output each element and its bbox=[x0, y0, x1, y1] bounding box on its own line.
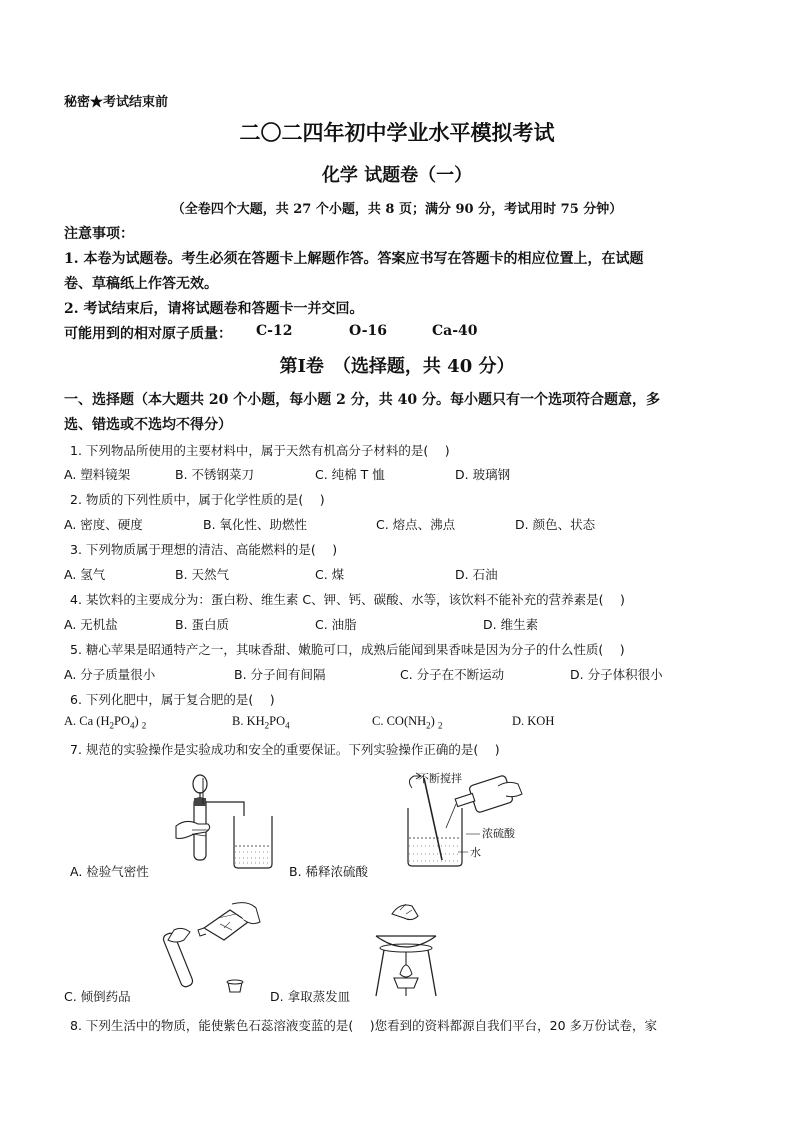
q6-option-b[interactable]: B. $KH_2PO_4$ bbox=[232, 714, 290, 731]
q7-option-a[interactable]: A. 检验气密性 bbox=[70, 864, 149, 879]
part1-title: 第Ⅰ卷 （选择题，共 40 分） bbox=[279, 356, 515, 377]
notes-heading: 注意事项： bbox=[64, 226, 134, 242]
label-keep-stirring: 不断搅拌 bbox=[418, 772, 462, 785]
q5-option-d[interactable]: D. 分子体积很小 bbox=[570, 667, 663, 682]
label-water: 水 bbox=[470, 846, 481, 859]
figure-b-dilution bbox=[398, 770, 548, 870]
q1-option-a[interactable]: A. 塑料镜架 bbox=[64, 467, 131, 482]
label-conc-acid: 浓硫酸 bbox=[482, 827, 515, 840]
question-1-stem: 1. 下列物品所使用的主要材料中，属于天然有机高分子材料的是( ) bbox=[70, 443, 450, 458]
q5-option-b[interactable]: B. 分子间有间隔 bbox=[234, 667, 326, 682]
q7-option-d[interactable]: D. 拿取蒸发皿 bbox=[270, 989, 351, 1004]
note-1b: 卷、草稿纸上作答无效。 bbox=[64, 276, 218, 292]
q5-option-a[interactable]: A. 分子质量很小 bbox=[64, 667, 156, 682]
q2-option-b[interactable]: B. 氧化性、助燃性 bbox=[203, 517, 308, 532]
atomic-mass-label: 可能用到的相对原子质量： bbox=[64, 326, 232, 342]
exam-title: 二〇二四年初中学业水平模拟考试 bbox=[239, 120, 555, 145]
q3-option-a[interactable]: A. 氢气 bbox=[64, 567, 106, 582]
question-2-stem: 2. 物质的下列性质中，属于化学性质的是( ) bbox=[70, 492, 325, 507]
q3-option-c[interactable]: C. 煤 bbox=[315, 567, 345, 582]
q7-option-c[interactable]: C. 倾倒药品 bbox=[64, 989, 131, 1004]
q2-option-d[interactable]: D. 颜色、状态 bbox=[515, 517, 596, 532]
atomic-mass-ca: Ca-40 bbox=[432, 323, 478, 339]
q2-option-a[interactable]: A. 密度、硬度 bbox=[64, 517, 143, 532]
figure-a-airtightness bbox=[172, 768, 292, 870]
question-4-stem: 4. 某饮料的主要成分为：蛋白粉、维生素 C、钾、钙、碳酸、水等，该饮料不能补充的营养素是( ) bbox=[70, 592, 625, 607]
q4-option-a[interactable]: A. 无机盐 bbox=[64, 617, 118, 632]
q7-option-b[interactable]: B. 稀释浓硫酸 bbox=[289, 864, 369, 879]
figure-c-pouring bbox=[160, 900, 280, 995]
exam-info: （全卷四个大题，共 27 个小题，共 8 页；满分 90 分，考试用时 75 分钟） bbox=[171, 202, 623, 217]
question-8-stem: 8. 下列生活中的物质，能使紫色石蕊溶液变蓝的是( )您看到的资料都源自我们平台，20 多万份试卷，家 bbox=[70, 1018, 658, 1033]
question-7-stem: 7. 规范的实验操作是实验成功和安全的重要保证。下列实验操作正确的是( ) bbox=[70, 742, 500, 757]
atomic-mass-o: O-16 bbox=[349, 323, 388, 339]
q4-option-c[interactable]: C. 油脂 bbox=[315, 617, 357, 632]
q1-option-c[interactable]: C. 纯棉 T 恤 bbox=[315, 467, 385, 482]
section-a: 一、选择题（本大题共 20 个小题，每小题 2 分，共 40 分。每小题只有一个选项符合题意，多 bbox=[64, 392, 660, 408]
q6-option-a[interactable]: A. Ca $(H_2PO_4)$ $_2$ bbox=[64, 714, 147, 731]
q6-option-c[interactable]: C. $CO(NH_2)$ $_2$ bbox=[372, 714, 443, 731]
question-5-stem: 5. 糖心苹果是昭通特产之一，其味香甜、嫩脆可口，成熟后能闻到果香味是因为分子的什么性质( ) bbox=[70, 642, 625, 657]
secret-mark: 秘密★考试结束前 bbox=[64, 95, 169, 110]
section-b: 选、错选或不选均不得分） bbox=[64, 417, 232, 433]
figure-d-evaporating-dish bbox=[366, 900, 446, 1000]
q1-option-d[interactable]: D. 玻璃钢 bbox=[455, 467, 511, 482]
question-3-stem: 3. 下列物质属于理想的清洁、高能燃料的是( ) bbox=[70, 542, 338, 557]
note-1a: 1. 本卷为试题卷。考生必须在答题卡上解题作答。答案应书写在答题卡的相应位置上，在试题 bbox=[64, 251, 644, 267]
q4-option-b[interactable]: B. 蛋白质 bbox=[175, 617, 230, 632]
question-6-stem: 6. 下列化肥中，属于复合肥的是( ) bbox=[70, 692, 275, 707]
q3-option-b[interactable]: B. 天然气 bbox=[175, 567, 230, 582]
q2-option-c[interactable]: C. 熔点、沸点 bbox=[376, 517, 456, 532]
q6-option-d[interactable]: D. KOH bbox=[512, 714, 555, 728]
atomic-mass-c: C-12 bbox=[256, 323, 293, 339]
q5-option-c[interactable]: C. 分子在不断运动 bbox=[400, 667, 505, 682]
note-2: 2. 考试结束后，请将试题卷和答题卡一并交回。 bbox=[64, 301, 364, 317]
q4-option-d[interactable]: D. 维生素 bbox=[483, 617, 539, 632]
q1-option-b[interactable]: B. 不锈钢菜刀 bbox=[175, 467, 255, 482]
q3-option-d[interactable]: D. 石油 bbox=[455, 567, 498, 582]
exam-subtitle: 化学 试题卷（一） bbox=[321, 165, 473, 186]
